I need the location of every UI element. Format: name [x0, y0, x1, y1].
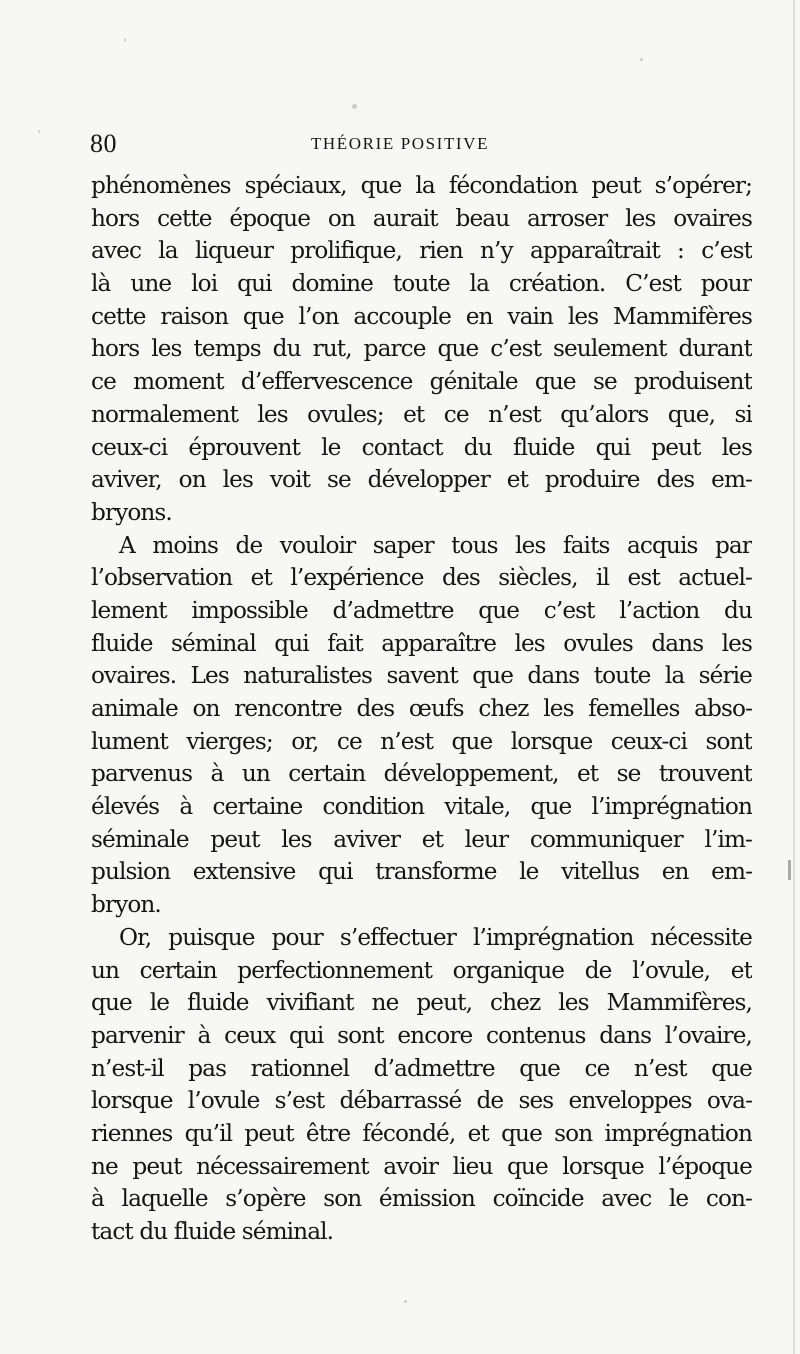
text-line: n’est-il pas rationnel d’admettre que ce n’est que: [91, 1054, 752, 1082]
text-line: que le fluide vivifiant ne peut, chez les Mammifères,: [91, 989, 752, 1017]
text-line: bryon.: [91, 891, 161, 919]
text-line: animale on rencontre des œufs chez les femelles abso-: [91, 695, 752, 722]
text-line: normalement les ovules; et ce n’est qu’alors que, si: [91, 400, 752, 428]
text-line: lement impossible d’admettre que c’est l’action du: [91, 596, 752, 624]
text-line: hors cette époque on aurait beau arroser les ovaires: [91, 204, 752, 232]
text-line: un certain perfectionnement organique de l’ovule, et: [91, 956, 752, 984]
paper-speck: [640, 58, 643, 61]
text-line: lument vierges; or, ce n’est que lorsque ceux-ci sont: [91, 727, 752, 755]
text-line: ovaires. Les naturalistes savent que dans toute la série: [91, 662, 752, 690]
text-line: riennes qu’il peut être fécondé, et que son imprégnation: [91, 1119, 752, 1147]
text-line: parvenus à un certain développement, et se trouvent: [91, 760, 752, 788]
text-line: séminale peut les aviver et leur communiquer l’im-: [91, 825, 752, 853]
page-edge-mark: [788, 860, 791, 880]
body-text: [91, 170, 752, 1249]
text-line: bryons.: [91, 498, 172, 526]
text-line: ce moment d’effervescence génitale que se produisent: [91, 368, 752, 396]
text-line: ne peut nécessairement avoir lieu que lorsque l’époque: [91, 1152, 752, 1180]
paper-speck: [124, 38, 126, 42]
text-line: phénomènes spéciaux, que la fécondation peut s’opérer;: [91, 172, 752, 199]
paper-speck: [352, 104, 357, 109]
text-line: pulsion extensive qui transforme le vitellus en em-: [91, 858, 752, 886]
paragraph-2: [91, 530, 752, 922]
page-edge-mark: [793, 0, 795, 1354]
running-title: THÉORIE POSITIVE: [310, 134, 490, 153]
text-line: Or, puisque pour s’effectuer l’imprégnation nécessite: [119, 923, 752, 951]
text-line: l’observation et l’expérience des siècles, il est actuel-: [91, 564, 752, 592]
text-line: avec la liqueur prolifique, rien n’y apparaîtrait : c’est: [91, 237, 752, 265]
text-line: A moins de vouloir saper tous les faits acquis par: [119, 531, 752, 559]
text-line: fluide séminal qui fait apparaître les ovules dans les: [91, 629, 752, 657]
text-line: là une loi qui domine toute la création. C’est pour: [91, 270, 752, 298]
text-line: ceux-ci éprouvent le contact du fluide qui peut les: [91, 433, 752, 461]
text-line: hors les temps du rut, parce que c’est seulement durant: [91, 335, 752, 363]
text-line: lorsque l’ovule s’est débarrassé de ses enveloppes ova-: [91, 1087, 752, 1115]
running-head: [0, 128, 800, 168]
text-line: cette raison que l’on accouple en vain les Mammifères: [91, 302, 752, 330]
page-number: 80: [90, 129, 117, 158]
paragraph-3: [91, 922, 752, 1249]
paper-speck: [404, 1300, 407, 1303]
paragraph-1: [91, 170, 752, 530]
text-line: à laquelle s’opère son émission coïncide avec le con-: [91, 1185, 752, 1213]
text-line: parvenir à ceux qui sont encore contenus dans l’ovaire,: [91, 1021, 752, 1049]
text-line: tact du fluide séminal.: [91, 1218, 334, 1245]
text-line: aviver, on les voit se développer et produire des em-: [91, 466, 752, 494]
text-line: élevés à certaine condition vitale, que l’imprégnation: [91, 793, 752, 821]
